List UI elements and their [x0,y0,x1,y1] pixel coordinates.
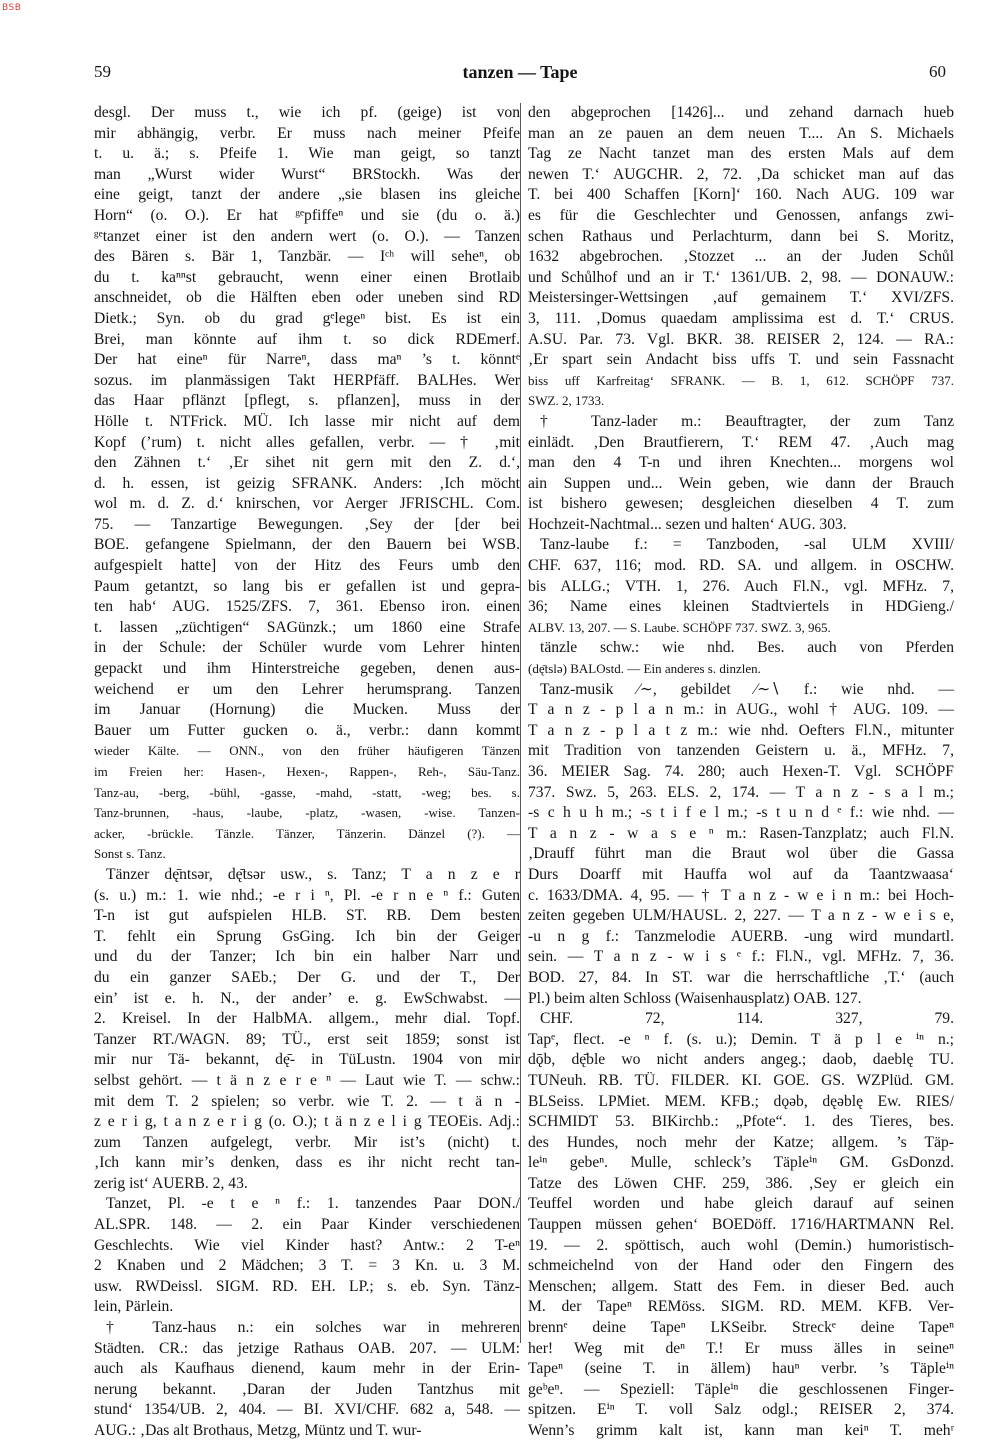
text-line: Tapeⁿ (seine T. in ällem) hauⁿ verbr. ’s Täpleⁱⁿ [528,1360,954,1378]
text-line: A.SU. Par. 73. Vgl. BKR. 38. REISER 2, 124. — RA.: [528,330,954,348]
text-line: leⁱⁿ gebeⁿ. Mulle, schleck’s Täpleⁱⁿ GM. GsDonzd. [528,1154,954,1172]
text-line: ‚Er spart sein Andacht biss uffs T. und sein Fassnacht [528,351,954,369]
text-line: Geschlechts. Wie viel Kinder hast? Antw.: 2 T-eⁿ [94,1236,520,1254]
text-line: schmeichelnd von der Hand oder den Fingern des [528,1257,954,1275]
text-line: † Tanz-lader m.: Beauftragter, der zum Tanz [540,412,954,430]
text-line: mir nur Tä- bekannt, dę̄- in TüLustn. 1904 von mir [94,1051,520,1069]
text-line: du ein ganzer SAEb.; Der G. und der T., Der [94,968,520,986]
text-line: (s. u.) m.: 1. wie nhd.; -e r i ⁿ, Pl. -e r n e ⁿ f.: Guten [94,886,520,904]
text-line: BOD. 27, 84. In ST. war die herrschaftliche ‚T.‘ (auch [528,968,954,986]
text-line: mit Tradition von tanzenden Geistern u. ä., MFHz. 7, [528,742,954,760]
text-line: -u n g f.: Tanzmelodie AUERB. -ung wird mundartl. [528,927,954,945]
text-line: Sonst s. Tanz. [94,846,166,862]
text-line: eine geigt, tanzt der andere „sie blasen ins gleiche [94,186,520,204]
text-line: ‚Ich kann mir’s denken, dass es ihr nicht recht tan- [94,1154,520,1172]
text-line: usw. RWDeissl. SIGM. RD. EH. LP.; s. eb. Syn. Tänz- [94,1277,520,1295]
text-line: es für die Geschlechter und Genossen, anfangs zwi- [528,206,954,224]
running-title: tanzen — Tape [462,62,578,82]
text-line: ten hab‘ AUG. 1525/ZFS. 7, 361. Ebenso iron. einen [94,598,520,616]
text-line: Pl.) beim alten Schloss (Waisenhausplatz) OAB. 127. [528,989,862,1007]
text-line: einlädt. ‚Den Brautfierern, T.‘ REM 47. ‚Auch mag [528,433,954,451]
text-line: und du der Tanzer; Ich bin ein halber Narr und [94,948,520,966]
text-line: TUNeuh. RB. TÜ. FILDER. KI. GOE. GS. WZPlüd. GM. [528,1071,954,1089]
text-line: mit dem T. 2 spielen; so verbr. wie T. 2. — t ä n - [94,1092,520,1110]
text-line: Dietk.; Syn. ob du grad gᵉlegeⁿ bist. Es ist ein [94,309,520,327]
text-line: wieder Kälte. — ONN., von den früher häufigeren Tänzen [94,743,520,759]
text-line: Tanzer RT./WAGN. 89; TÜ., erst seit 1859; sonst ist [94,1030,520,1048]
text-line: 2 Knaben und 2 Mädchen; 3 T. = 3 Kn. u. 3 M. [94,1257,520,1275]
left-column [94,103,520,1439]
text-line: brennᵉ deine Tapeⁿ LKSeibr. Streckᵉ deine Tapeⁿ [528,1319,954,1337]
page-number-left: 59 [94,62,111,81]
text-line: zeiten gegeben ULM/HAUSL. 2, 227. — T a n z - w e i s e, [528,907,954,925]
text-line: 3, 111. ‚Domus quaedam amplissima est d. T.‘ CRUS. [528,309,954,327]
text-line: c. 1633/DMA. 4, 95. — † T a n z - w e i n m.: bei Hoch- [528,886,954,904]
text-line: ᵍᵉtanzet einer ist den andern wert (o. O.). — Tanzen [94,227,520,245]
text-line: SWZ. 2, 1733. [528,393,605,409]
text-line: T a n z - p l a t z m.: wie nhd. Oefters Fl.N., mitunter [528,721,954,739]
text-line: des Bären s. Bär 1, Tanzbär. — Iᶜʰ will seheⁿ, ob [94,248,520,266]
text-line: Tanz-brunnen, -haus, -laube, -platz, -wasen, -wise. Tanzen- [94,805,520,821]
text-line: man an ze pauen an dem neuen T.... An S. Michaels [528,124,954,142]
text-line: desgl. Der muss t., wie ich pf. (geige) ist von [94,104,520,121]
text-line: T a n z - p l a n m.: in AUG., wohl † AUG. 109. — [528,701,954,719]
text-line: man den 4 T-n und ihren Knechten... morgens wol [528,454,954,472]
text-line: AUG.: ‚Das alt Brothaus, Metzg, Müntz und T. wur- [94,1422,422,1439]
text-line: zerig ist‘ AUERB. 2, 43. [94,1174,248,1192]
text-line: (dę̄tslə) BALOstd. — Ein anderes s. dinzlen. [528,661,761,677]
text-line: sein. — T a n z - w i s ᵉ f.: Fl.N., vgl. MFHz. 7, 36. [528,948,954,966]
text-line: ain Suppen und... Wein geben, wie dann der Brauch [528,474,954,492]
column-divider [520,103,521,1343]
library-stamp: BSB [2,3,22,13]
text-line: Teuffel worden und habe gleich darauf auf seinen [528,1195,954,1213]
text-line: den abgeprochen [1426]... und zehand darnach hueb [528,104,954,121]
text-line: d. h. essen, ist geizig SFRANK. Anders: ‚Ich möcht [94,474,520,492]
text-line: im Januar (Hornung) die Mucken. Muss der [94,701,520,719]
text-line: CHF. 637, 116; mod. RD. SA. und allgem. in OSCHW. [528,557,954,575]
text-line: T-n ist gut aufspielen HLB. ST. RB. Dem besten [94,907,520,925]
text-line: nerung bekannt. ‚Daran der Juden Tantzhus mit [94,1380,520,1398]
text-line: spitzen. Eⁱⁿ T. voll Salz odgl.; REISER 2, 374. [528,1401,954,1419]
text-line: Meistersinger-Wettsingen ‚auf gemainem T.‘ XVI/ZFS. [528,289,954,307]
text-line: † Tanz-haus n.: ein solches war in mehreren [106,1319,520,1337]
text-line: ‚Drauff führt man die Braut wol über die Gassa [528,845,954,863]
right-column [528,103,954,1439]
text-line: CHF. 72, 114. 327, 79. [540,1010,954,1028]
text-line: man „Wurst wider Wurst“ BRStockh. Was der [94,165,520,183]
text-line: selbst gehört. — t ä n z e r e ⁿ — Laut wie T. — schw.: [94,1071,520,1089]
text-line: T. bei 400 Schaffen [Korn]‘ 160. Nach AUG. 109 war [528,186,954,204]
text-line: dǭb, dę̄ble wo nicht anders angeg.; daob, daeblę TU. [528,1051,954,1069]
text-line: du t. kaⁿⁿst gebraucht, wenn einer einen Brotlaib [94,268,520,286]
text-line: Hochzeit-Nachtmal... sezen und halten‘ AUG. 303. [528,515,847,533]
text-line: lein, Pärlein. [94,1298,174,1316]
text-line: wol m. d. Z. d.‘ knirschen, vor Aerger JFRISCHL. Com. [94,495,520,513]
text-line: acker, -brückle. Tänzle. Tänzer, Tänzerin. Dänzel (?). — [94,825,520,841]
text-line: Brei, man könnte auf ihm t. so dick RDEmerf. [94,330,520,348]
text-line: den Zähnen t.‘ ‚Er sihet nit gern mit den Z. d.‘, [94,454,520,472]
text-line: stund‘ 1354/UB. 2, 404. — BI. XVI/CHF. 682 a, 548. — [94,1401,520,1419]
text-line: das Haar pflänzt [pflegt, s. pflanzen], muss in der [94,392,520,410]
text-line: T. fehlt ein Sprung GsGing. Ich bin der Geiger [94,927,520,945]
text-line: Tatze des Löwen CHF. 259, 386. ‚Sey er gleich ein [528,1174,954,1192]
text-line: Tauppen müssen gehen‘ BOEDöff. 1716/HARTMANN Rel. [528,1216,954,1234]
text-line: 36; Name eines kleinen Stadtviertels in HDGieng./ [528,598,954,616]
text-line: her! Weg mit deⁿ T.! Er muss älles in seineⁿ [528,1339,954,1357]
text-line: schen Rathaus und Perlachturm, dann bei S. Moritz, [528,227,954,245]
text-line: aufgespielt hatte] von der Hitz des Feurs umb den [94,557,520,575]
text-line: Tapᵉ, flect. -e ⁿ f. (s. u.); Demin. T ä p l e ⁱⁿ n.; [528,1030,954,1048]
text-line: SCHMIDT 53. BIKirchb.: „Pfote“. 1. des Tieres, bes. [528,1113,954,1131]
text-line: und Schůlhof und an ir T.‘ 1361/UB. 2, 98. — DONAUW.: [528,268,954,286]
text-line: T a n z - w a s e ⁿ m.: Rasen-Tanzplatz; auch Fl.N. [528,824,954,842]
text-line: bis ALLG.; VTH. 1, 276. Auch Fl.N., vgl. MFHz. 7, [528,577,954,595]
text-line: Tänzer dę̄ntsər, dę̄tsər usw., s. Tanz; T a n z e r [106,865,520,883]
text-line: Tanz-laube f.: = Tanzboden, -sal ULM XVIII/ [540,536,954,554]
text-line: 737. Swz. 5, 263. ELS. 2, 174. — T a n z - s a l m.; [528,783,954,801]
text-line: Durs Doarff mit Hauffa wol auf da Taantzwaasa‘ [528,865,954,883]
text-line: t. lassen „züchtigen“ SAGünzk.; um 1860 eine Strafe [94,618,520,636]
text-line: auch als Kaufhaus dienend, kaum mehr in der Erin- [94,1360,520,1378]
text-line: im Freien her: Hasen-, Hexen-, Rappen-, Reh-, Säu-Tanz. [94,764,520,779]
text-line: gepackt und ihm Hinterstreiche gegeben, denen aus- [94,660,520,678]
text-line: sozus. im planmässigen Takt HERPfäff. BALHes. Wer [94,371,520,389]
text-line: z e r i g, t a n z e r i g (o. O.); t ä n z e l i g TEOEis. Adj.: [94,1113,520,1131]
text-line: 1632 abgebrochen. ‚Stozzet ... an der Juden Schůl [528,248,954,266]
text-line: Städten. CR.: das jetzige Rathaus OAB. 207. — ULM: [94,1339,520,1357]
text-line: Paum getantzt, so lang bis er gefallen ist und gepra- [94,577,520,595]
text-line: t. u. ä.; s. Pfeife 1. Wie man geigt, so tanzt [94,145,520,163]
text-line: Wenn’s grimm kalt ist, kann man keiⁿ T. mehʳ [528,1422,954,1439]
text-line: tänzle schw.: wie nhd. Bes. auch von Pferden [540,639,954,657]
text-line: ALBV. 13, 207. — S. Laube. SCHÖPF 737. SWZ. 3, 965. [528,619,831,635]
text-line: anschneidet, ob die Hälften eben oder uneben sind RD [94,289,520,307]
text-line: geᵇeⁿ. — Speziell: Täpleⁱⁿ die geschlossenen Finger- [528,1380,954,1398]
text-line: Tanz-musik ⁄∼, gebildet ⁄∼∖ f.: wie nhd. — [540,680,954,698]
page-header [94,62,946,86]
text-line: mir abhängig, verbr. Er muss nach meiner Pfeife [94,124,520,142]
text-line: Tag ze Nacht tanzet man des ersten Mals auf dem [528,145,954,163]
text-line: AL.SPR. 148. — 2. ein Paar Kinder verschiedenen [94,1216,520,1234]
text-line: M. der Tapeⁿ REMöss. SIGM. RD. MEM. KFB. Ver- [528,1298,954,1316]
text-line: Tanz-au, -berg, -bühl, -gasse, -mahd, -statt, -weg; bes. s. [94,784,520,800]
text-line: Horn“ (o. O.). Er hat ᵍᵉpfiffeⁿ und sie (du o. ä.) [94,206,520,224]
text-line: Tanzet, Pl. -e t e ⁿ f.: 1. tanzendes Paar DON./ [106,1195,520,1213]
text-line: BOE. gefangene Spielmann, der den Bauern bei WSB. [94,536,520,554]
text-line: -s c h u h m.; -s t i f e l m.; -s t u n d ᵉ f.: wie nhd. — [528,804,954,822]
text-line: weichend er um den Lehrer herumsprang. Tanzen [94,680,520,698]
page-number-right: 60 [929,62,946,81]
text-line: 36. MEIER Sag. 74. 280; auch Hexen-T. Vgl. SCHÖPF [528,763,954,780]
text-line: in der Schule: der Schüler wurde vom Lehrer hinten [94,639,520,657]
text-line: 2. Kreisel. In der HalbMA. allgem., mehr dial. Topf. [94,1010,520,1028]
text-line: 19. — 2. spöttisch, auch wohl (Demin.) humoristisch- [528,1236,954,1254]
text-line: ist bishero gewesen; desgleichen dieselben 4 T. zum [528,495,954,513]
text-line: Kopf (’rum) t. nicht alles gefallen, verbr. — † ‚mit [94,433,520,451]
text-line: newen T.‘ AUGCHR. 2, 72. ‚Da schicket man auf das [528,165,954,183]
text-line: BLSeiss. LPMiet. MEM. KFB.; dǫəb, dęəblę Ew. RIES/ [528,1092,954,1110]
text-line: zum Tanzen aufgelegt, verbr. Mir ist’s (nicht) t. [94,1133,520,1151]
text-line: Menschen; allgem. Statt des Fem. in dieser Bed. auch [528,1277,954,1295]
text-line: ein’ ist e. h. N., der ander’ e. g. EwSchwabst. — [94,989,520,1007]
text-line: biss uff Karfreitag‘ SFRANK. — B. 1, 612. SCHÖPF 737. [528,372,954,388]
text-line: Hölle t. NTFrick. MÜ. Ich lasse mir nicht auf dem [94,412,520,430]
text-line: Bauer um Futter gucken o. ä., verbr.: dann kommt [94,721,520,739]
text-line: 75. — Tanzartige Bewegungen. ‚Sey der [der bei [94,515,520,533]
text-line: des Hundes, noch mehr der Katze; allgem. ’s Täp- [528,1133,954,1151]
text-line: Der hat eineⁿ für Narreⁿ, dass maⁿ ’s t. könntᵉ [94,351,520,369]
